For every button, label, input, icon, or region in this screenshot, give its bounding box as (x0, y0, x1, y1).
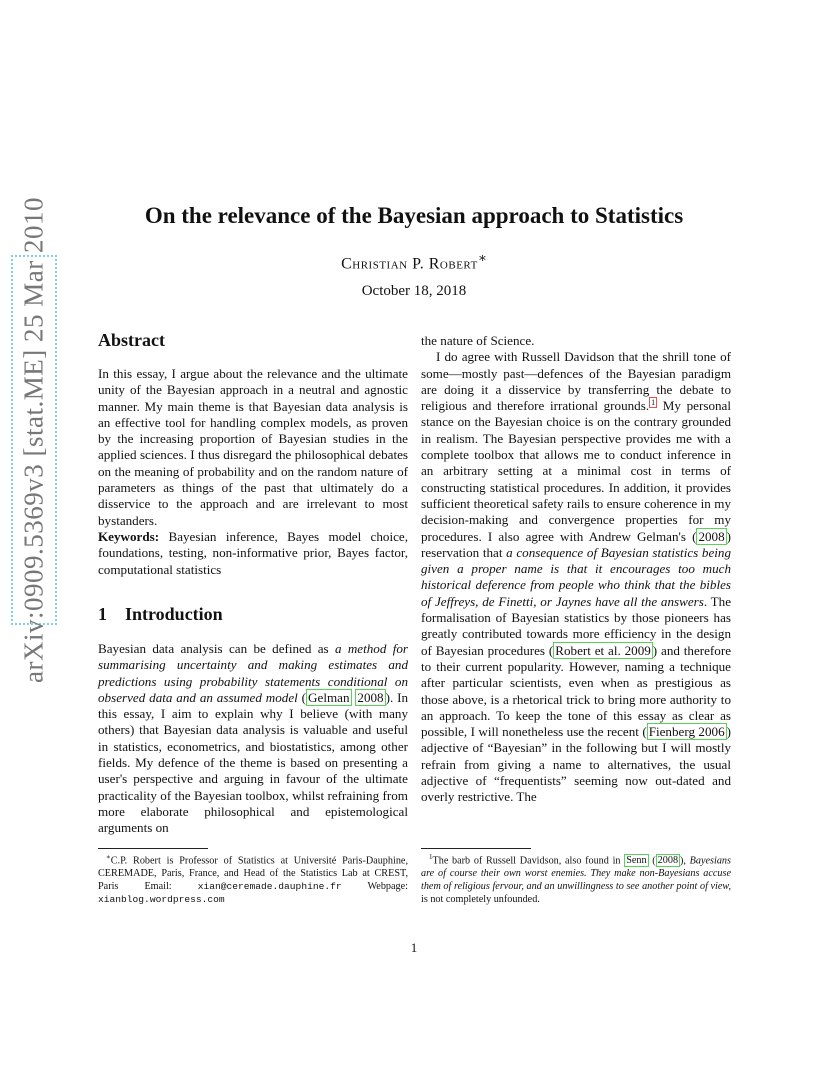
footnote-rule-right (421, 848, 531, 849)
intro-paragraph (98, 641, 408, 837)
right-text-d: . The formalisation of Bayesian statistics by those pioneers has greatly contributed towards more efficiency in the design of Bayesian procedures ( (421, 593, 732, 658)
right-text-c: ) reservation that (421, 528, 731, 560)
paper-title: On the relevance of the Bayesian approach to Statistics (144, 203, 684, 228)
intro-text-c: ). In this essay, I aim to explain why I believe (with many others) that Bayesian data analysis is valuable and useful in statistics, econometrics, and biostatistics, among other fields. My defence of the theme is based on presenting a user's perspective and arguing in favour of the ultimate practicality of the Bayesian toolbox, whilst refraining from more elaborate philosophical and epistemological arguments on (98, 689, 408, 836)
senn-quote: Bayesians are of course their own worst enemies. They make non-Bayesians accuse them of religious fervour, and an unwillingness to see another point of view, (421, 855, 731, 893)
citation-senn-year-link[interactable]: 2008 (657, 855, 679, 867)
abstract-body (98, 366, 408, 578)
footnote-1-text-d: is not completely unfounded. (421, 894, 540, 906)
citation-gelman-2008-link[interactable]: 2008 (698, 528, 725, 544)
right-paragraph-1 (421, 349, 731, 805)
right-text-a: I do agree with Russell Davidson that the shrill tone of some—mostly past—defences of the Bayesian paradigm are doing it a disservice by transferring the debate to religious and therefore irrational grounds. (421, 349, 731, 414)
right-paragraph-0: the nature of Science. (421, 333, 535, 348)
author-webpage[interactable]: xianblog.wordpress.com (98, 894, 225, 906)
gelman-quote: a consequence of Bayesian statistics being given a proper name is that it encourages too much historical deference from people who think that the bibles of Jeffreys, de Finetti, or Jaynes have all the answers (421, 544, 731, 609)
introduction-body (98, 641, 408, 837)
footnote-1-mark: 1 (429, 853, 433, 861)
right-text-e: ) and therefore to their current popularity. However, naming a technique after particular scientists, even when as prestigious as those above, is a rhetorical trick to bring more authority to an approach. To keep the tone of this essay as clear as possible, I will nonetheless use the recent ( (421, 642, 732, 740)
right-text-f: ) adjective of “Bayesian” in the following but I will mostly refrain from giving a name to alternatives, the usual adjective of “frequentists” seeming now out-dated and overly restrictive. The (421, 724, 731, 805)
footnote-1-text-c: ), (680, 855, 690, 867)
abstract-text: In this essay, I argue about the relevance and the ultimate unity of the Bayesian approach in a neutral and agnostic manner. My main theme is that Bayesian data analysis is an effective tool for handling complex models, as proven by the increasing proportion of Bayesian studies in the applied sciences. I thus disregard the philosophical debates on the meaning of probability and on the random nature of parameters as things of the past that ultimately do a disservice to the approach and are irrelevant to most bystanders. (98, 366, 408, 528)
right-text-b: My personal stance on the Bayesian choice is on the contrary grounded in realism. The Bayesian perspective provides me with a complete toolbox that allows me to conduct inference in an arbitrary setting at a minimal cost in terms of constructing statistical procedures. In addition, it provides sufficient theoretical safety rails to ensure coherence in my decision-making and convergence properties for my procedures. I also agree with Andrew Gelman's ( (421, 398, 731, 544)
footnote-author-text: C.P. Robert is Professor of Statistics at Université Paris-Dauphine, CEREMADE, Paris, France, and Head of the Statistics Lab at CREST, Paris Email: (98, 855, 408, 893)
intro-text-b: ( (297, 689, 307, 705)
arxiv-identifier[interactable]: arXiv:0909.5369v3 [stat.ME] 25 Mar 2010 (18, 197, 49, 683)
footnote-1-link[interactable]: 1 (651, 397, 656, 407)
author-name: Christian P. Robert (341, 255, 478, 273)
citation-gelman-year-link[interactable]: 2008 (357, 689, 384, 705)
section-heading-introduction (98, 604, 223, 625)
keywords-label: Keywords: (98, 528, 160, 544)
footnote-author-mark: ∗ (106, 853, 111, 861)
author-email[interactable]: xian@ceremade.dauphine.fr (197, 881, 342, 893)
footnote-1-text-a: The barb of Russell Davidson, also found in (432, 855, 625, 867)
paper-date: October 18, 2018 (361, 283, 467, 299)
citation-gelman-link[interactable]: Gelman (308, 689, 350, 705)
right-column-body (421, 333, 731, 806)
citation-senn-link[interactable]: Senn (626, 855, 647, 867)
page-number: 1 (410, 940, 418, 955)
section-number: 1 (98, 604, 107, 624)
intro-definition-quote: a method for summarising uncertainty and making estimates and predictions using probability statements conditional on observed data and an assumed model (98, 641, 408, 705)
section-title: Introduction (125, 604, 223, 624)
intro-text-a: Bayesian data analysis can be defined as (98, 641, 335, 656)
keywords-paragraph (98, 529, 408, 578)
footnote-webpage-label: Webpage: (341, 881, 408, 893)
citation-fienberg-link[interactable]: Fienberg 2006 (648, 724, 725, 740)
keywords-text: Bayesian inference, Bayes model choice, foundations, testing, non-informative prior, Bayes factor, computational statistics (98, 528, 408, 577)
author-line (0, 250, 828, 273)
footnote-rule-left (98, 848, 208, 849)
author-footnote-mark[interactable]: ∗ (477, 250, 487, 265)
footnote-1-text-b: ( (648, 855, 656, 867)
citation-robert-link[interactable]: Robert et al. 2009 (555, 642, 651, 658)
abstract-heading: Abstract (98, 330, 165, 350)
footnote-author (98, 851, 408, 906)
footnote-1 (421, 851, 731, 906)
